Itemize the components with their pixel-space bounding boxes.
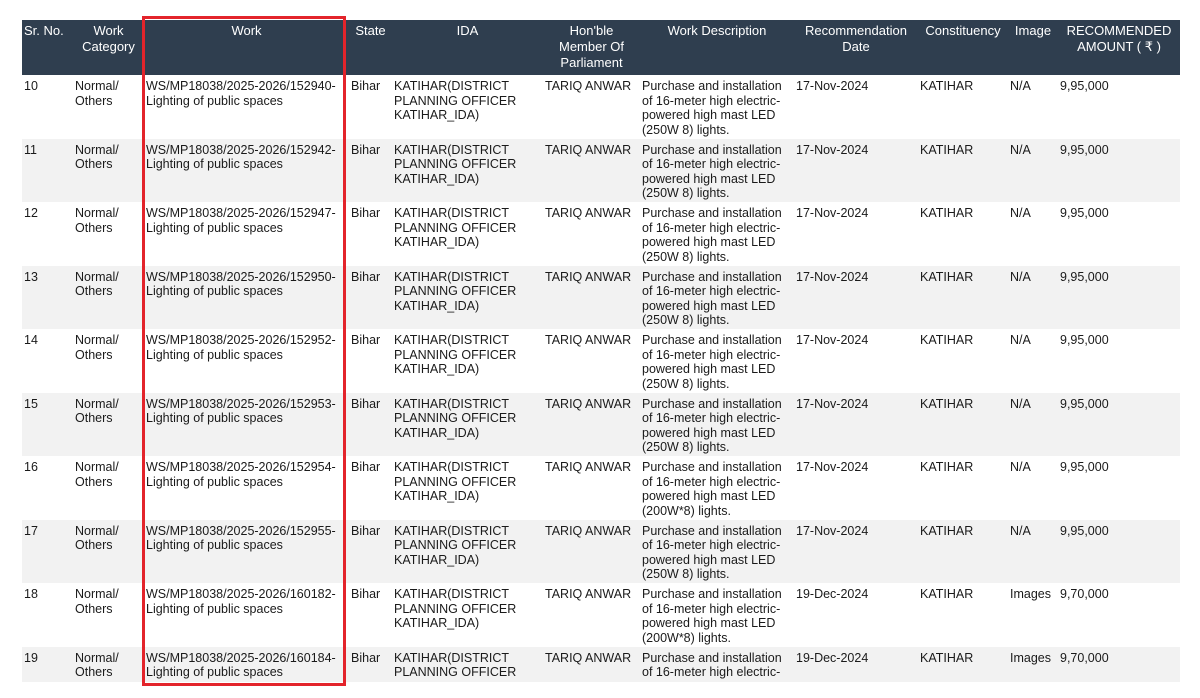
- cell-image-link[interactable]: Images: [1008, 583, 1058, 647]
- cell-work-description: Purchase and installation of 16-meter high electric-powered high mast LED (250W 8) lights.: [640, 329, 794, 393]
- cell-image: N/A: [1008, 202, 1058, 266]
- header-work-description: Work Description: [640, 20, 794, 75]
- header-mp: Hon'ble Member Of Parliament: [543, 20, 640, 75]
- cell-state: Bihar: [349, 329, 392, 393]
- cell-sr-no: 18: [22, 583, 73, 647]
- cell-image: N/A: [1008, 75, 1058, 139]
- header-recommendation-date: Recommendation Date: [794, 20, 918, 75]
- cell-work: WS/MP18038/2025-2026/152947-Lighting of public spaces: [144, 202, 349, 266]
- cell-sr-no: 13: [22, 266, 73, 330]
- cell-image-link[interactable]: Images: [1008, 647, 1058, 682]
- cell-work: WS/MP18038/2025-2026/152950-Lighting of public spaces: [144, 266, 349, 330]
- cell-constituency: KATIHAR: [918, 520, 1008, 584]
- table-row: [22, 647, 1180, 682]
- cell-sr-no: 19: [22, 647, 73, 682]
- cell-mp: TARIQ ANWAR: [543, 647, 640, 682]
- cell-work-description: Purchase and installation of 16-meter high electric-powered high mast LED (250W 8) lights.: [640, 139, 794, 203]
- cell-image: N/A: [1008, 266, 1058, 330]
- works-table: [22, 20, 1180, 682]
- cell-work-description: Purchase and installation of 16-meter high electric-powered high mast LED (250W 8) lights.: [640, 520, 794, 584]
- cell-sr-no: 15: [22, 393, 73, 457]
- cell-state: Bihar: [349, 583, 392, 647]
- cell-recommended-amount: 9,95,000: [1058, 202, 1180, 266]
- cell-work-description: Purchase and installation of 16-meter high electric-powered high mast LED (250W 8) lights.: [640, 202, 794, 266]
- table-row: [22, 583, 1180, 647]
- cell-mp: TARIQ ANWAR: [543, 139, 640, 203]
- cell-recommendation-date: 17-Nov-2024: [794, 456, 918, 520]
- header-sr-no: Sr. No.: [22, 20, 73, 75]
- cell-image: N/A: [1008, 393, 1058, 457]
- cell-work: WS/MP18038/2025-2026/152955-Lighting of public spaces: [144, 520, 349, 584]
- cell-ida: KATIHAR(DISTRICT PLANNING OFFICER KATIHAR_IDA): [392, 393, 543, 457]
- cell-constituency: KATIHAR: [918, 266, 1008, 330]
- cell-work-description: Purchase and installation of 16-meter high electric-powered high mast LED (250W 8) lights.: [640, 75, 794, 139]
- header-state: State: [349, 20, 392, 75]
- cell-mp: TARIQ ANWAR: [543, 75, 640, 139]
- cell-recommendation-date: 19-Dec-2024: [794, 583, 918, 647]
- cell-work-category: Normal/ Others: [73, 647, 144, 682]
- header-constituency: Constituency: [918, 20, 1008, 75]
- header-work-category: Work Category: [73, 20, 144, 75]
- cell-recommended-amount: 9,70,000: [1058, 647, 1180, 682]
- cell-state: Bihar: [349, 266, 392, 330]
- cell-ida: KATIHAR(DISTRICT PLANNING OFFICER KATIHAR_IDA): [392, 75, 543, 139]
- cell-recommendation-date: 19-Dec-2024: [794, 647, 918, 682]
- cell-state: Bihar: [349, 202, 392, 266]
- cell-work-category: Normal/ Others: [73, 202, 144, 266]
- cell-sr-no: 14: [22, 329, 73, 393]
- cell-image: N/A: [1008, 329, 1058, 393]
- cell-work: WS/MP18038/2025-2026/152952-Lighting of public spaces: [144, 329, 349, 393]
- cell-mp: TARIQ ANWAR: [543, 266, 640, 330]
- cell-work: WS/MP18038/2025-2026/160182-Lighting of public spaces: [144, 583, 349, 647]
- cell-constituency: KATIHAR: [918, 139, 1008, 203]
- cell-work-category: Normal/ Others: [73, 456, 144, 520]
- header-work: Work: [144, 20, 349, 75]
- cell-ida: KATIHAR(DISTRICT PLANNING OFFICER KATIHAR_IDA): [392, 520, 543, 584]
- table-row: [22, 202, 1180, 266]
- cell-constituency: KATIHAR: [918, 583, 1008, 647]
- cell-recommended-amount: 9,95,000: [1058, 329, 1180, 393]
- cell-mp: TARIQ ANWAR: [543, 329, 640, 393]
- cell-sr-no: 10: [22, 75, 73, 139]
- cell-recommended-amount: 9,95,000: [1058, 393, 1180, 457]
- cell-constituency: KATIHAR: [918, 456, 1008, 520]
- cell-recommended-amount: 9,70,000: [1058, 583, 1180, 647]
- cell-ida: KATIHAR(DISTRICT PLANNING OFFICER KATIHAR_IDA): [392, 456, 543, 520]
- cell-work-description: Purchase and installation of 16-meter high electric-powered high mast LED (250W 8) lights.: [640, 393, 794, 457]
- table-row: [22, 266, 1180, 330]
- cell-recommendation-date: 17-Nov-2024: [794, 75, 918, 139]
- cell-image: N/A: [1008, 520, 1058, 584]
- header-row: [22, 20, 1180, 75]
- cell-state: Bihar: [349, 139, 392, 203]
- cell-work-description: Purchase and installation of 16-meter high electric-powered high mast LED (250W 8) lights.: [640, 266, 794, 330]
- cell-work: WS/MP18038/2025-2026/152940-Lighting of public spaces: [144, 75, 349, 139]
- cell-constituency: KATIHAR: [918, 202, 1008, 266]
- cell-work-description: Purchase and installation of 16-meter high electric-powered high mast LED (200W*8) lights.: [640, 583, 794, 647]
- cell-sr-no: 11: [22, 139, 73, 203]
- cell-work-category: Normal/ Others: [73, 393, 144, 457]
- cell-work-description: Purchase and installation of 16-meter high electric-: [640, 647, 794, 682]
- cell-work-category: Normal/ Others: [73, 329, 144, 393]
- table-row: [22, 139, 1180, 203]
- cell-ida: KATIHAR(DISTRICT PLANNING OFFICER: [392, 647, 543, 682]
- cell-ida: KATIHAR(DISTRICT PLANNING OFFICER KATIHAR_IDA): [392, 329, 543, 393]
- cell-work: WS/MP18038/2025-2026/160184-Lighting of public spaces: [144, 647, 349, 682]
- cell-state: Bihar: [349, 647, 392, 682]
- cell-constituency: KATIHAR: [918, 329, 1008, 393]
- cell-recommended-amount: 9,95,000: [1058, 75, 1180, 139]
- cell-work: WS/MP18038/2025-2026/152942-Lighting of public spaces: [144, 139, 349, 203]
- cell-mp: TARIQ ANWAR: [543, 456, 640, 520]
- cell-constituency: KATIHAR: [918, 75, 1008, 139]
- cell-recommended-amount: 9,95,000: [1058, 520, 1180, 584]
- cell-image: N/A: [1008, 139, 1058, 203]
- cell-work-category: Normal/ Others: [73, 583, 144, 647]
- table-row: [22, 520, 1180, 584]
- cell-mp: TARIQ ANWAR: [543, 202, 640, 266]
- cell-work-category: Normal/ Others: [73, 75, 144, 139]
- table-row: [22, 393, 1180, 457]
- cell-recommended-amount: 9,95,000: [1058, 456, 1180, 520]
- cell-constituency: KATIHAR: [918, 393, 1008, 457]
- cell-ida: KATIHAR(DISTRICT PLANNING OFFICER KATIHAR_IDA): [392, 266, 543, 330]
- header-ida: IDA: [392, 20, 543, 75]
- table-body: [22, 75, 1180, 682]
- cell-work-description: Purchase and installation of 16-meter high electric-powered high mast LED (200W*8) lights.: [640, 456, 794, 520]
- cell-work-category: Normal/ Others: [73, 266, 144, 330]
- cell-recommendation-date: 17-Nov-2024: [794, 139, 918, 203]
- cell-state: Bihar: [349, 393, 392, 457]
- header-recommended-amount: RECOMMENDED AMOUNT ( ₹ ): [1058, 20, 1180, 75]
- header-image: Image: [1008, 20, 1058, 75]
- cell-recommendation-date: 17-Nov-2024: [794, 329, 918, 393]
- cell-constituency: KATIHAR: [918, 647, 1008, 682]
- cell-ida: KATIHAR(DISTRICT PLANNING OFFICER KATIHAR_IDA): [392, 139, 543, 203]
- cell-sr-no: 17: [22, 520, 73, 584]
- cell-state: Bihar: [349, 456, 392, 520]
- works-table-container: [22, 20, 1180, 682]
- cell-work: WS/MP18038/2025-2026/152954-Lighting of public spaces: [144, 456, 349, 520]
- cell-mp: TARIQ ANWAR: [543, 393, 640, 457]
- cell-ida: KATIHAR(DISTRICT PLANNING OFFICER KATIHAR_IDA): [392, 583, 543, 647]
- cell-state: Bihar: [349, 520, 392, 584]
- cell-recommendation-date: 17-Nov-2024: [794, 520, 918, 584]
- cell-work-category: Normal/ Others: [73, 139, 144, 203]
- cell-sr-no: 16: [22, 456, 73, 520]
- cell-image: N/A: [1008, 456, 1058, 520]
- cell-ida: KATIHAR(DISTRICT PLANNING OFFICER KATIHAR_IDA): [392, 202, 543, 266]
- cell-recommended-amount: 9,95,000: [1058, 266, 1180, 330]
- cell-work-category: Normal/ Others: [73, 520, 144, 584]
- cell-state: Bihar: [349, 75, 392, 139]
- table-row: [22, 456, 1180, 520]
- cell-mp: TARIQ ANWAR: [543, 583, 640, 647]
- cell-mp: TARIQ ANWAR: [543, 520, 640, 584]
- cell-recommendation-date: 17-Nov-2024: [794, 202, 918, 266]
- cell-recommendation-date: 17-Nov-2024: [794, 266, 918, 330]
- table-row: [22, 75, 1180, 139]
- table-row: [22, 329, 1180, 393]
- cell-recommended-amount: 9,95,000: [1058, 139, 1180, 203]
- cell-work: WS/MP18038/2025-2026/152953-Lighting of public spaces: [144, 393, 349, 457]
- cell-sr-no: 12: [22, 202, 73, 266]
- cell-recommendation-date: 17-Nov-2024: [794, 393, 918, 457]
